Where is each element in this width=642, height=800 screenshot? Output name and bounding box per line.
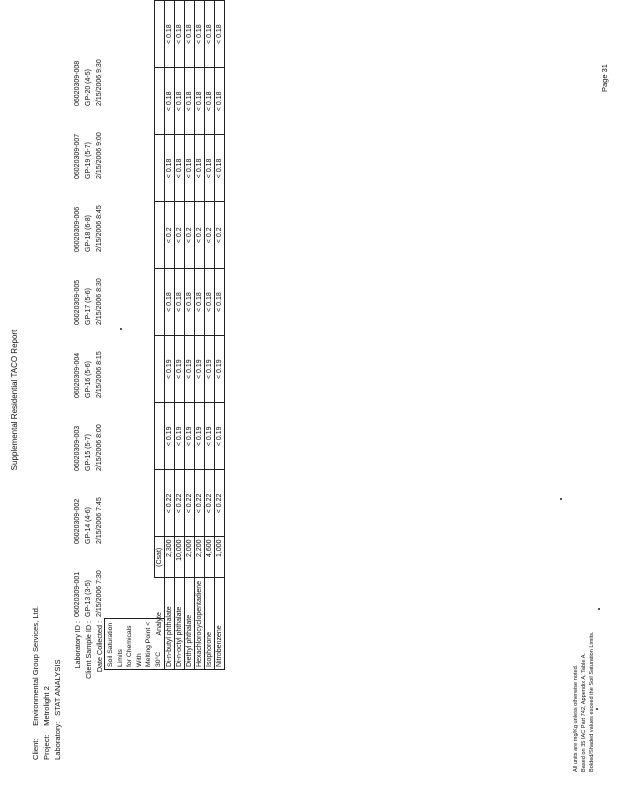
ssl-header-line: Melting Point < 30°C [145,621,162,667]
empty-header-cell [155,470,165,537]
result-cell: < 0.19 [205,403,215,470]
result-cell: < 0.22 [215,470,225,537]
date-collected-cell: 2/15/2006 8:30 [96,278,103,325]
analyte-cell: Hexachlorocyclopentadiene [195,578,205,670]
client-sample-id-label: Client Sample ID : [84,621,93,679]
client-sample-id-row [83,33,94,716]
lab-id-cell: 06020309-002 [74,498,81,544]
footnote: All units are mg/Kg unless otherwise noted. [573,664,579,772]
lab-id-row [72,33,83,716]
result-cell: < 0.18 [205,1,215,68]
lab-id-cell: 06020309-005 [74,279,81,325]
result-cell: < 0.18 [175,135,185,202]
client-sample-id-cell: GP-16 (5-6) [85,361,92,398]
ssl-header-line: for Chemicals With [126,625,143,667]
csat-cell: 2,200 [195,537,205,578]
result-cell: < 0.18 [175,269,185,336]
result-cell: < 0.19 [175,403,185,470]
result-cell: < 0.18 [185,269,195,336]
result-cell: < 0.18 [165,68,175,135]
result-cell: < 0.18 [205,68,215,135]
result-cell: < 0.18 [205,135,215,202]
client-label: Client: [31,738,40,760]
empty-header-cell [155,403,165,470]
result-cell: < 0.18 [195,68,205,135]
analyte-cell: Isophorone [205,578,215,670]
date-collected-cell: 2/15/2006 8:00 [96,424,103,471]
result-cell: < 0.19 [165,403,175,470]
result-cell: < 0.18 [215,135,225,202]
lab-id-cell: 06020309-004 [74,352,81,398]
lab-id-cell: 06020309-003 [74,425,81,471]
result-cell: < 0.2 [165,202,175,269]
result-cell: < 0.18 [215,1,225,68]
empty-header-cell [155,1,165,68]
result-cell: < 0.18 [205,269,215,336]
lab-id-cell: 06020309-008 [74,60,81,106]
client-sample-id-cell: GP-18 (6-8) [85,215,92,252]
client-sample-id-cell: GP-15 (5-7) [85,434,92,471]
result-cell: < 0.19 [215,403,225,470]
lab-id-cell: 06020309-001 [74,571,81,617]
footnote: Based on 35 IAC Part 742, Appendix A, Table A. [581,652,587,772]
result-cell: < 0.18 [165,269,175,336]
table-row [185,1,195,670]
result-cell: < 0.22 [185,470,195,537]
client-sample-id-cell: GP-19 (5-7) [85,142,92,179]
results-table [154,0,225,670]
laboratory-label: Laboratory: [53,721,62,760]
csat-cell: 2,300 [165,537,175,578]
page-number: Page 31 [600,64,609,92]
empty-header-cell [155,68,165,135]
date-collected-cell: 2/15/2006 9:30 [96,59,103,106]
footnote: Bolded/Shaded values exceed the Soil Saturation Limits. [589,631,595,772]
date-collected-label: Date Collected : [95,621,104,673]
csat-cell: 10,000 [175,537,185,578]
empty-header-cell [155,202,165,269]
result-cell: < 0.19 [205,336,215,403]
result-cell: < 0.18 [185,68,195,135]
project-line [41,686,52,760]
result-cell: < 0.19 [185,336,195,403]
client-value: Environmental Group Services, Ltd. [31,606,40,726]
client-sample-id-cell: GP-17 (5-6) [85,288,92,325]
csat-cell: 1,000 [215,537,225,578]
laboratory-line [52,659,63,760]
result-cell: < 0.19 [165,336,175,403]
report-title: Supplemental Residential TACO Report [10,329,19,471]
result-cell: < 0.2 [195,202,205,269]
scan-speck [598,608,600,610]
analyte-header: Analyte [155,578,165,670]
date-collected-row [94,33,105,716]
client-sample-id-cell: GP-14 (4-6) [85,507,92,544]
table-row [175,1,185,670]
scan-speck [560,498,562,500]
csat-header: (Csat) [155,537,165,578]
result-cell: < 0.18 [165,1,175,68]
sample-id-grid [72,33,105,716]
client-line [30,606,41,760]
result-cell: < 0.18 [185,1,195,68]
result-cell: < 0.19 [175,336,185,403]
csat-cell: 4,600 [205,537,215,578]
table-header-row [155,1,165,670]
analyte-cell: Diethyl phthalate [185,578,195,670]
project-label: Project: [42,734,51,760]
result-cell: < 0.18 [185,135,195,202]
project-value: Metrolight 2 [42,686,51,726]
result-cell: < 0.2 [205,202,215,269]
result-cell: < 0.19 [185,403,195,470]
result-cell: < 0.18 [215,269,225,336]
date-collected-cell: 2/15/2006 8:45 [96,205,103,252]
analyte-cell: Di-n-octyl phthalate [175,578,185,670]
result-cell: < 0.2 [215,202,225,269]
client-sample-id-cell: GP-20 (4-5) [85,69,92,106]
table-row [195,1,205,670]
result-cell: < 0.18 [195,135,205,202]
result-cell: < 0.18 [165,135,175,202]
result-cell: < 0.22 [165,470,175,537]
result-cell: < 0.22 [205,470,215,537]
lab-id-cell: 06020309-007 [74,133,81,179]
date-collected-cell: 2/15/2006 7:45 [96,497,103,544]
result-cell: < 0.2 [175,202,185,269]
result-cell: < 0.22 [195,470,205,537]
empty-header-cell [155,135,165,202]
date-collected-cell: 2/15/2006 7:30 [96,570,103,617]
result-cell: < 0.18 [215,68,225,135]
result-cell: < 0.19 [195,403,205,470]
lab-id-cell: 06020309-006 [74,206,81,252]
result-cell: < 0.19 [215,336,225,403]
empty-header-cell [155,336,165,403]
result-cell: < 0.18 [175,1,185,68]
result-cell: < 0.19 [195,336,205,403]
laboratory-value: STAT ANALYSIS [53,659,62,716]
result-cell: < 0.18 [175,68,185,135]
result-cell: < 0.22 [175,470,185,537]
table-row [215,1,225,670]
scan-speck [120,328,122,330]
csat-cell: 2,000 [185,537,195,578]
result-cell: < 0.2 [185,202,195,269]
result-cell: < 0.18 [195,269,205,336]
lab-id-label: Laboratory ID : [73,621,82,669]
empty-header-cell [155,269,165,336]
result-cell: < 0.18 [195,1,205,68]
date-collected-cell: 2/15/2006 8:15 [96,351,103,398]
scan-speck [596,708,598,710]
footnotes [572,631,596,772]
ssl-header-line: Soil Saturation Limits [107,622,124,667]
table-row [165,1,175,670]
table-row [205,1,215,670]
analyte-cell: Di-n-butyl phthalate [165,578,175,670]
analyte-cell: Nitrobenzene [215,578,225,670]
client-sample-id-cell: GP-13 (3-5) [85,580,92,617]
date-collected-cell: 2/15/2006 9:00 [96,132,103,179]
